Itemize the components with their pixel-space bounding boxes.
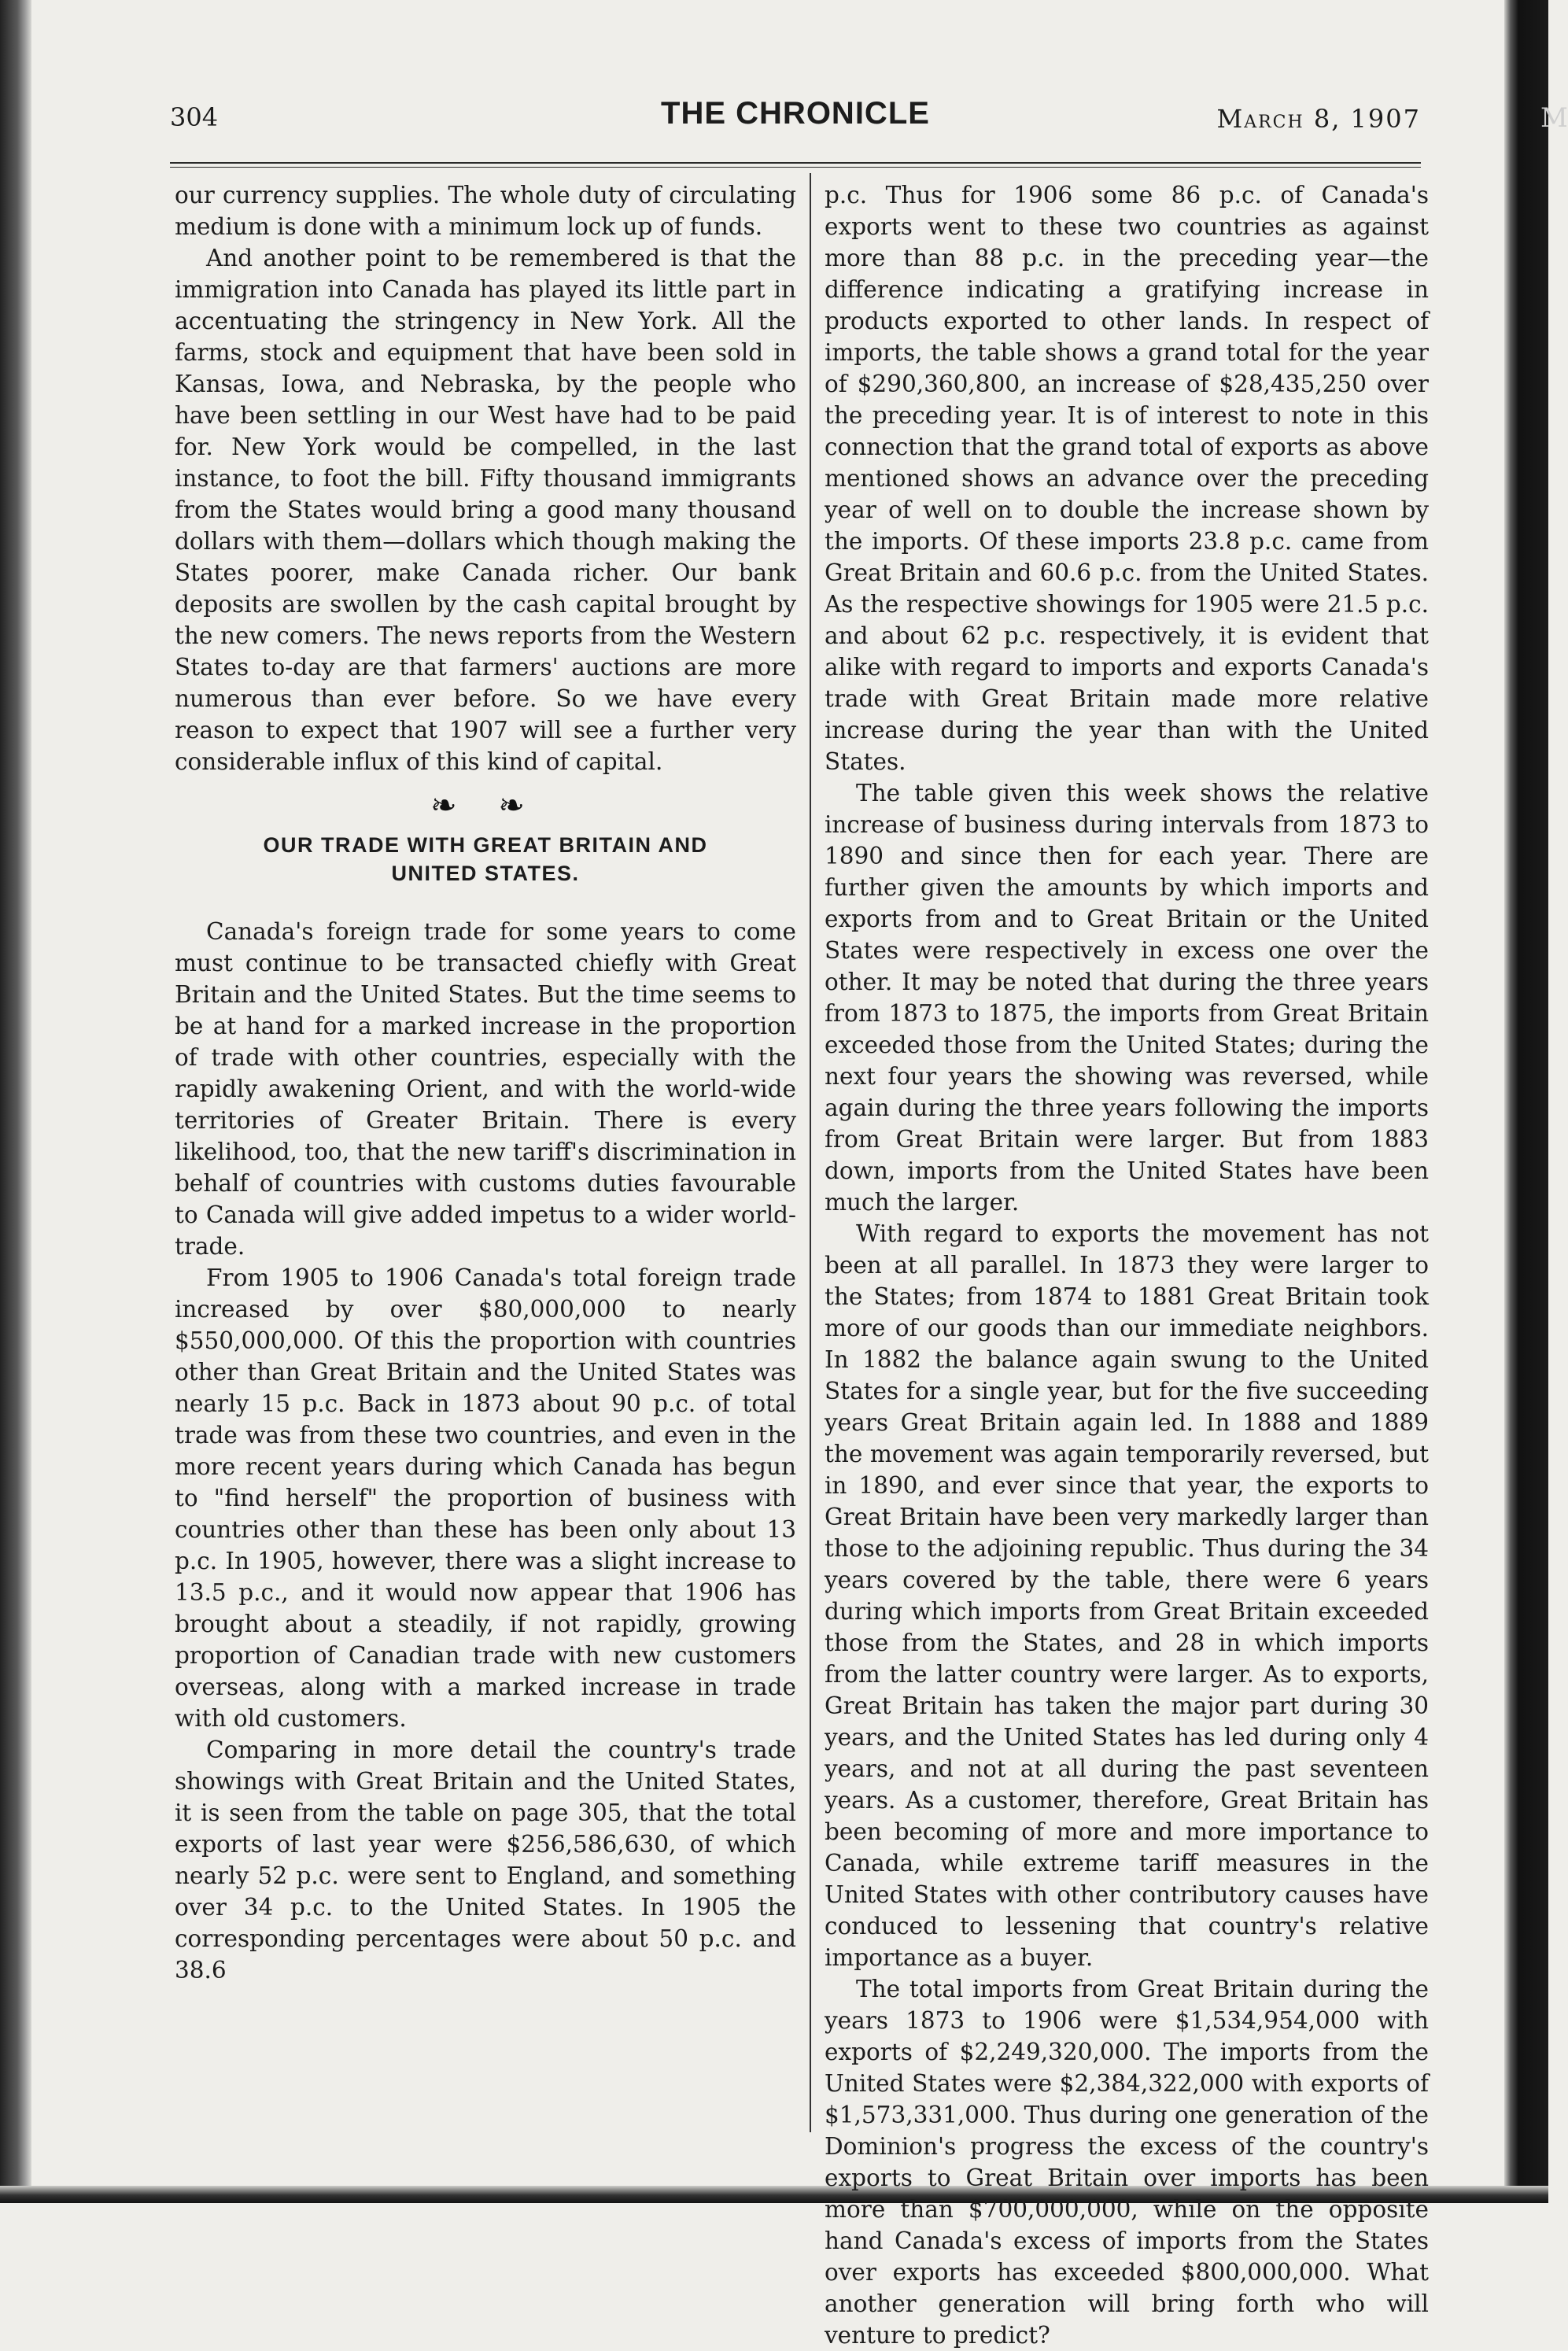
adjacent-page-letter: M <box>1540 102 1568 134</box>
ornament-divider: ❧ ❧ <box>430 788 540 824</box>
paragraph: The table given this week shows the relative increase of business during intervals from 1873 to 1890 and since then for each year. There are further given the amounts by which imports and exports from and to Great Britain or the United States were respectively in excess one over the other. It may be noted that during the three years from 1873 to 1875, the imports from Great Britain exceeded those from the United States; during the next four years the showing was reversed, while again during the three years following the imports from Great Britain were larger. But from 1883 down, imports from the United States have been much the larger. <box>825 780 1429 1216</box>
paragraph: And another point to be remembered is that the immigration into Canada has played its little part in accentuating the stringency in New York. All the farms, stock and equipment that have been sold in Kansas, Iowa, and Nebraska, by the people who have been settling in our West have had to be paid for. New York would be compelled, in the last instance, to foot the bill. Fifty thousand immigrants from the States would bring a good many thousand dollars with them—dollars which though making the States poorer, make Canada richer. Our bank deposits are swollen by the cash capital brought by the new comers. The news reports from the Western States to-day are that farmers' auctions are more numerous than ever before. So we have every reason to expect that 1907 will see a further very considerable influx of this kind of capital. <box>175 245 796 775</box>
paragraph: From 1905 to 1906 Canada's total foreign trade increased by over $80,000,000 to nearly $550,000,000. Of this the proportion with countries other than Great Britain and the United States was nearly 15 p.c. Back in 1873 about 90 p.c. of total trade was from these two countries, and even in the more recent years during which Canada has begun to "find herself" the proportion of business with countries other than these has been only about 13 p.c. In 1905, however, there was a slight increase to 13.5 p.c., and it would now appear that 1906 has brought about a steadily, if not rapidly, growing proportion of Canadian trade with new customers overseas, along with a marked increase in trade with old customers. <box>175 1264 796 1732</box>
paragraph: Canada's foreign trade for some years to come must continue to be transacted chiefly with Great Britain and the United States. But the time seems to be at hand for a marked increase in the proportion of trade with other countries, especially with the rapidly awakening Orient, and with the world-wide territories of Greater Britain. There is every likelihood, too, that the new tariff's discrimination in behalf of countries with customs duties favourable to Canada will give added impetus to a wider world-trade. <box>175 918 796 1260</box>
paragraph: our currency supplies. The whole duty of circulating medium is done with a minimum lock up of funds. <box>175 182 796 240</box>
issue-date: March 8, 1907 <box>1216 104 1421 134</box>
scan-shadow-right <box>1504 0 1568 2203</box>
heading-line: OUR TRADE WITH GREAT BRITAIN AND <box>263 833 708 857</box>
page-number: 304 <box>170 102 219 132</box>
left-column <box>175 179 796 1986</box>
scan-shadow-left <box>0 0 31 2203</box>
journal-title: THE CHRONICLE <box>661 96 930 131</box>
right-column <box>825 179 1429 2351</box>
paragraph: With regard to exports the movement has not been at all parallel. In 1873 they were larger to the States; from 1874 to 1881 Great Britain took more of our goods than our immediate neighbors. In 1882 the balance again swung to the United States for a single year, but for the five succeeding years Great Britain again led. In 1888 and 1889 the movement was again temporarily reversed, but in 1890, and ever since that year, the exports to Great Britain have been very markedly larger than those to the adjoining republic. Thus during the 34 years covered by the table, there were 6 years during which imports from Great Britain exceeded those from the States, and 28 in which imports from the latter country were larger. As to exports, Great Britain has taken the major part during 30 years, and the United States has led during only 4 years, and not at all during the past seventeen years. As a customer, therefore, Great Britain has been becoming of more and more importance to Canada, while extreme tariff measures in the United States with other contributory causes have conduced to lessening that country's relative importance as a buyer. <box>825 1220 1429 1971</box>
header-rule <box>170 162 1421 168</box>
column-divider <box>810 173 811 2132</box>
paragraph: The total imports from Great Britain during the years 1873 to 1906 were $1,534,954,000 with exports of $2,249,320,000. The imports from the United States were $2,384,322,000 with exports of $1,573,331,000. Thus during one generation of the Dominion's progress the excess of the country's exports to Great Britain over imports has been more than $700,000,000, while on the opposite hand Canada's excess of imports from the States over exports has exceeded $800,000,000. What another generation will bring forth who will venture to predict? <box>825 1976 1429 2349</box>
page-header <box>170 93 1421 148</box>
paragraph: p.c. Thus for 1906 some 86 p.c. of Canada's exports went to these two countries as against more than 88 p.c. in the preceding year—the difference indicating a gratifying increase in products exported to other lands. In respect of imports, the table shows a grand total for the year of $290,360,800, an increase of $28,435,250 over the preceding year. It is of interest to note in this connection that the grand total of exports as above mentioned shows an advance over the preceding year of well on to double the increase shown by the imports. Of these imports 23.8 p.c. came from Great Britain and 60.6 p.c. from the United States. As the respective showings for 1905 were 21.5 p.c. and about 62 p.c. respectively, it is evident that alike with regard to imports and exports Canada's trade with Great Britain made more relative increase during the year than with the United States. <box>825 182 1429 775</box>
section-heading <box>175 831 796 888</box>
paragraph: Comparing in more detail the country's trade showings with Great Britain and the United States, it is seen from the table on page 305, that the total exports of last year were $256,586,630, of which nearly 52 p.c. were sent to England, and something over 34 p.c. to the United States. In 1905 the corresponding percentages were about 50 p.c. and 38.6 <box>175 1736 796 1984</box>
heading-line: UNITED STATES. <box>391 862 580 885</box>
